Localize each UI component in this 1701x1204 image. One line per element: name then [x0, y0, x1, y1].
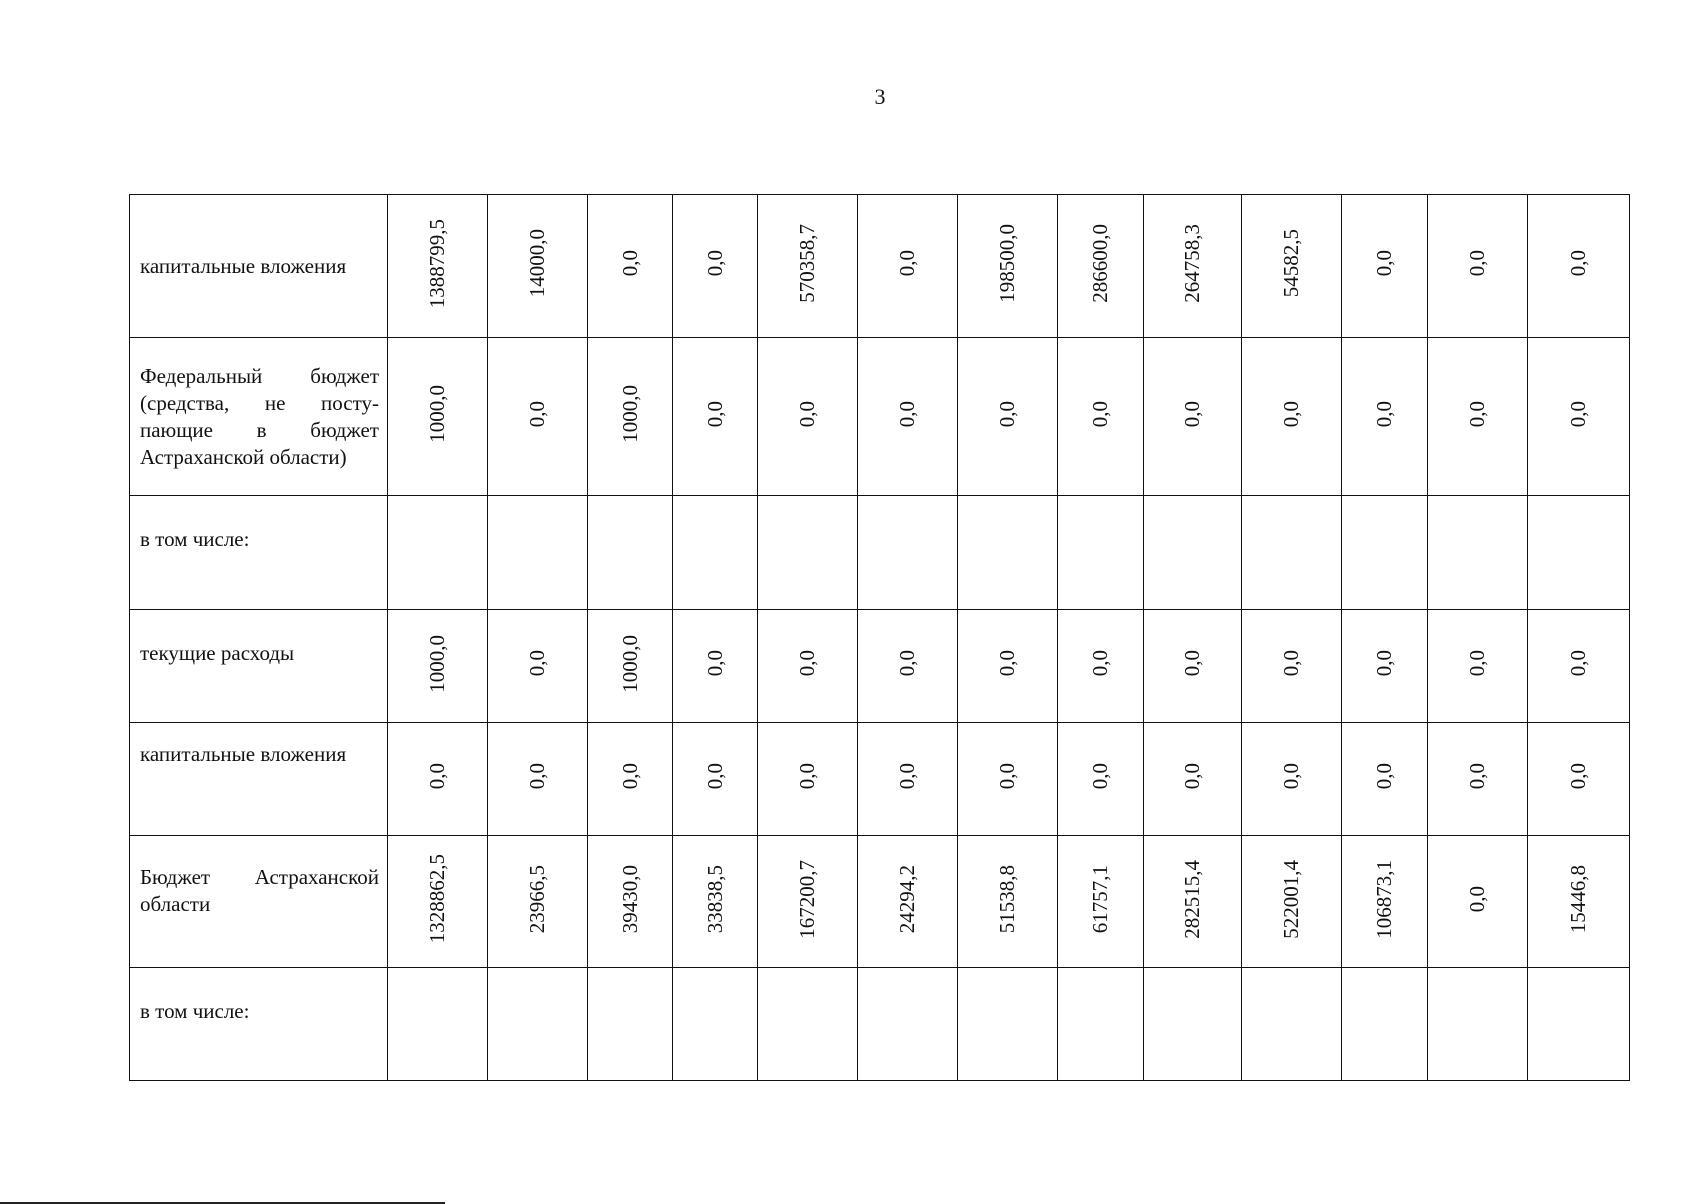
table-cell: 0,0	[1242, 723, 1342, 836]
table-row-astrakhan-budget	[130, 836, 1630, 968]
table-cell	[1144, 968, 1242, 1081]
table-cell	[388, 968, 488, 1081]
table-cell: 0,0	[858, 610, 958, 723]
table-cell: 0,0	[858, 338, 958, 496]
table-cell	[1058, 968, 1144, 1081]
table-cell	[1144, 496, 1242, 610]
table-cell	[1058, 496, 1144, 610]
row-label: в том числе:	[130, 968, 388, 1081]
table-cell: 1388799,5	[388, 195, 488, 338]
table-cell	[488, 968, 588, 1081]
table-cell: 0,0	[1528, 338, 1630, 496]
table-cell: 0,0	[1058, 723, 1144, 836]
table-cell	[958, 968, 1058, 1081]
row-label: Федеральный бюджет (средства, не поступающие в бюджет Астраханской области)	[130, 338, 388, 496]
table-cell: 61757,1	[1058, 836, 1144, 968]
table-cell: 0,0	[858, 723, 958, 836]
table-cell	[1428, 496, 1528, 610]
table-cell: 0,0	[1428, 610, 1528, 723]
table-cell	[673, 496, 758, 610]
table-cell	[958, 496, 1058, 610]
table-row-including-1	[130, 496, 1630, 610]
table-cell: 0,0	[1342, 610, 1428, 723]
table-cell: 54582,5	[1242, 195, 1342, 338]
table-row-capital-investments-1	[130, 195, 1630, 338]
table-cell: 0,0	[1528, 195, 1630, 338]
table-cell: 14000,0	[488, 195, 588, 338]
table-cell: 0,0	[1528, 610, 1630, 723]
table-cell: 39430,0	[588, 836, 673, 968]
table-cell	[1342, 496, 1428, 610]
table-cell	[1428, 968, 1528, 1081]
table-cell	[488, 496, 588, 610]
table-cell: 0,0	[1058, 338, 1144, 496]
table-cell: 1000,0	[388, 338, 488, 496]
row-label: текущие расходы	[130, 610, 388, 723]
table-row-including-2	[130, 968, 1630, 1081]
table-cell: 15446,8	[1528, 836, 1630, 968]
budget-table-container	[129, 194, 1630, 1081]
table-row-capital-investments-2	[130, 723, 1630, 836]
table-cell: 0,0	[858, 195, 958, 338]
table-cell: 0,0	[1428, 836, 1528, 968]
table-cell: 106873,1	[1342, 836, 1428, 968]
table-cell	[388, 496, 488, 610]
table-cell: 0,0	[673, 723, 758, 836]
table-cell: 0,0	[1528, 723, 1630, 836]
table-cell: 0,0	[588, 195, 673, 338]
table-cell: 0,0	[758, 723, 858, 836]
table-cell	[1342, 968, 1428, 1081]
table-cell	[858, 496, 958, 610]
table-cell	[1528, 968, 1630, 1081]
table-cell: 0,0	[488, 723, 588, 836]
table-cell	[588, 496, 673, 610]
table-cell: 167200,7	[758, 836, 858, 968]
table-cell: 0,0	[673, 195, 758, 338]
table-cell: 0,0	[1058, 610, 1144, 723]
table-cell: 0,0	[488, 610, 588, 723]
table-row-current-expenses	[130, 610, 1630, 723]
table-cell: 286600,0	[1058, 195, 1144, 338]
table-cell: 0,0	[758, 610, 858, 723]
table-cell: 0,0	[388, 723, 488, 836]
table-cell: 0,0	[958, 723, 1058, 836]
table-cell: 0,0	[1428, 723, 1528, 836]
table-cell: 0,0	[673, 610, 758, 723]
table-cell	[673, 968, 758, 1081]
table-cell: 1000,0	[588, 610, 673, 723]
page-number: 3	[874, 84, 886, 109]
table-cell: 0,0	[488, 338, 588, 496]
table-cell: 51538,8	[958, 836, 1058, 968]
budget-table	[129, 194, 1630, 1081]
table-cell: 0,0	[958, 610, 1058, 723]
table-cell: 282515,4	[1144, 836, 1242, 968]
table-cell: 264758,3	[1144, 195, 1242, 338]
table-cell	[758, 496, 858, 610]
table-cell: 522001,4	[1242, 836, 1342, 968]
table-cell: 0,0	[1144, 610, 1242, 723]
table-cell: 1000,0	[588, 338, 673, 496]
row-label: капитальные вложения	[130, 723, 388, 836]
table-cell: 0,0	[1144, 338, 1242, 496]
table-cell: 0,0	[588, 723, 673, 836]
table-cell	[858, 968, 958, 1081]
table-cell: 0,0	[1342, 195, 1428, 338]
table-row-federal-budget	[130, 338, 1630, 496]
row-label: капитальные вложения	[130, 195, 388, 338]
table-cell: 198500,0	[958, 195, 1058, 338]
table-cell: 570358,7	[758, 195, 858, 338]
table-cell	[1242, 968, 1342, 1081]
table-cell	[1528, 496, 1630, 610]
table-cell: 0,0	[1428, 338, 1528, 496]
table-cell	[1242, 496, 1342, 610]
table-cell: 33838,5	[673, 836, 758, 968]
table-cell: 0,0	[1242, 610, 1342, 723]
table-cell: 0,0	[1242, 338, 1342, 496]
table-cell: 1000,0	[388, 610, 488, 723]
row-label: в том числе:	[130, 496, 388, 610]
table-cell: 23966,5	[488, 836, 588, 968]
table-cell: 0,0	[958, 338, 1058, 496]
table-cell: 1328862,5	[388, 836, 488, 968]
table-cell: 24294,2	[858, 836, 958, 968]
table-cell	[758, 968, 858, 1081]
row-label: Бюджет Астраханской области	[130, 836, 388, 968]
table-cell: 0,0	[758, 338, 858, 496]
table-cell	[588, 968, 673, 1081]
table-cell: 0,0	[1428, 195, 1528, 338]
table-cell: 0,0	[673, 338, 758, 496]
table-cell: 0,0	[1342, 723, 1428, 836]
table-cell: 0,0	[1144, 723, 1242, 836]
table-cell: 0,0	[1342, 338, 1428, 496]
